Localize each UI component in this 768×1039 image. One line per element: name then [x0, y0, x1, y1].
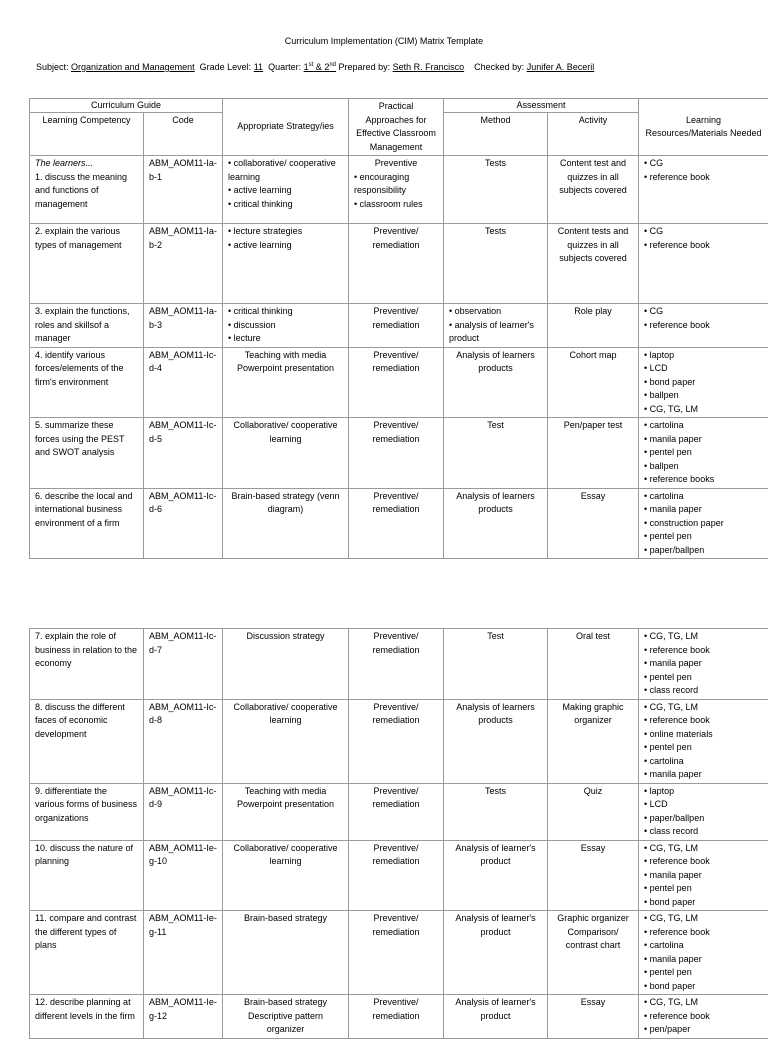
competency-text: 2. explain the various types of management [35, 225, 138, 252]
method-cell: Analysis of learners products [444, 347, 548, 418]
activity-cell: Making graphic organizer [548, 699, 639, 783]
strategy-cell: Brain-based strategy Descriptive pattern organizer [223, 995, 349, 1039]
list-item: • pen/paper [644, 1023, 763, 1037]
list-item: • classroom rules [354, 198, 438, 212]
method-cell: Tests [444, 156, 548, 224]
list-item: • bond paper [644, 896, 763, 910]
header-learning-competency: Learning Competency [30, 112, 144, 155]
prepared-value: Seth R. Francisco [393, 62, 465, 72]
list-item: • lecture strategies [228, 225, 343, 239]
list-item: • ballpen [644, 389, 763, 403]
practical-cell: Preventive/ remediation [349, 488, 444, 559]
checked-label: Checked by: [474, 62, 524, 72]
code-cell: ABM_AOM11-Ic-d-9 [144, 783, 223, 840]
activity-cell: Essay [548, 488, 639, 559]
competency-cell [30, 156, 144, 224]
table-row [30, 304, 768, 348]
quarter-label: Quarter: [268, 62, 301, 72]
list-item: • pentel pen [644, 966, 763, 980]
practical-cell: Preventive/ remediation [349, 699, 444, 783]
list-item: • laptop [644, 785, 763, 799]
list-item: • LCD [644, 798, 763, 812]
activity-cell: Quiz [548, 783, 639, 840]
list-item: • LCD [644, 362, 763, 376]
strategy-cell: Collaborative/ cooperative learning [223, 699, 349, 783]
list-item: • cartolina [644, 490, 763, 504]
practical-cell: Preventive • encouraging responsibility • classroom rules [349, 156, 444, 224]
list-item: • CG [644, 157, 763, 171]
list-item: • lecture [228, 332, 343, 346]
list-item: • observation [449, 305, 542, 319]
method-cell: Tests [444, 224, 548, 304]
practical-cell: Preventive/ remediation [349, 995, 444, 1039]
list-item: • collaborative/ cooperative learning [228, 157, 343, 184]
list-item: • pentel pen [644, 882, 763, 896]
list-item: • reference book [644, 239, 763, 253]
code-cell: ABM_AOM11-Ic-d-8 [144, 699, 223, 783]
resources-cell [639, 840, 768, 911]
competency-text: 8. discuss the different faces of economic development [35, 701, 138, 742]
list-item: • CG [644, 225, 763, 239]
competency-text: 5. summarize these forces using the PEST and SWOT analysis [35, 419, 138, 460]
resources-cell [639, 304, 768, 348]
header-strategy: Appropriate Strategy/ies [223, 99, 349, 156]
subject-line [36, 62, 594, 72]
code-cell: ABM_AOM11-Ia-b-2 [144, 224, 223, 304]
list-item: • analysis of learner's product [449, 319, 542, 346]
competency-cell [30, 224, 144, 304]
grade-value: 11 [254, 62, 263, 72]
method-cell: Analysis of learner's product [444, 911, 548, 995]
list-item: • active learning [228, 239, 343, 253]
practical-cell: Preventive/ remediation [349, 840, 444, 911]
list-item: • bond paper [644, 376, 763, 390]
resources-cell [639, 911, 768, 995]
competency-text: 1. discuss the meaning and functions of management [35, 171, 138, 212]
activity-cell: Essay [548, 995, 639, 1039]
list-item: • cartolina [644, 755, 763, 769]
resources-cell [639, 995, 768, 1039]
method-cell: Analysis of learner's product [444, 995, 548, 1039]
subject-value: Organization and Management [71, 62, 195, 72]
list-item: • construction paper [644, 517, 763, 531]
list-item: • online materials [644, 728, 763, 742]
list-item: • reference book [644, 855, 763, 869]
header-code: Code [144, 112, 223, 155]
subject-label: Subject: [36, 62, 69, 72]
list-item: • CG, TG, LM [644, 842, 763, 856]
table-row [30, 995, 768, 1039]
grade-label: Grade Level: [200, 62, 252, 72]
code-cell: ABM_AOM11-Ic-d-4 [144, 347, 223, 418]
list-item: • pentel pen [644, 446, 763, 460]
activity-cell: Role play [548, 304, 639, 348]
table-row [30, 488, 768, 559]
list-item: • manila paper [644, 869, 763, 883]
competency-cell [30, 995, 144, 1039]
list-item: • reference book [644, 319, 763, 333]
list-item: • reference book [644, 171, 763, 185]
list-item: • pentel pen [644, 671, 763, 685]
code-cell: ABM_AOM11-Ie-g-11 [144, 911, 223, 995]
header-activity: Activity [548, 112, 639, 155]
resources-cell [639, 418, 768, 489]
table-row [30, 911, 768, 995]
code-cell: ABM_AOM11-Ic-d-7 [144, 629, 223, 700]
list-item: • reference books [644, 473, 763, 487]
competency-text: 4. identify various forces/elements of the firm's environment [35, 349, 138, 390]
strategy-cell: Collaborative/ cooperative learning [223, 840, 349, 911]
list-item: • critical thinking [228, 198, 343, 212]
list-item: • paper/ballpen [644, 544, 763, 558]
list-item: • reference book [644, 644, 763, 658]
header-practical: Practical Approaches for Effective Classroom Management [349, 99, 444, 156]
competency-cell [30, 488, 144, 559]
activity-cell: Graphic organizer Comparison/ contrast chart [548, 911, 639, 995]
competency-text: 12. describe planning at different levels in the firm [35, 996, 138, 1023]
list-item: • class record [644, 684, 763, 698]
resources-cell [639, 629, 768, 700]
method-cell: Tests [444, 783, 548, 840]
method-cell: Analysis of learners products [444, 699, 548, 783]
table-row [30, 629, 768, 700]
list-item: • class record [644, 825, 763, 839]
document-title: Curriculum Implementation (CIM) Matrix Template [0, 36, 768, 46]
list-item: • CG, TG, LM [644, 912, 763, 926]
competency-cell [30, 629, 144, 700]
method-cell: Test [444, 629, 548, 700]
competency-text: 7. explain the role of business in relation to the economy [35, 630, 138, 671]
code-cell: ABM_AOM11-Ia-b-1 [144, 156, 223, 224]
code-cell: ABM_AOM11-Ic-d-6 [144, 488, 223, 559]
activity-cell: Oral test [548, 629, 639, 700]
list-item: • reference book [644, 1010, 763, 1024]
practical-cell: Preventive/ remediation [349, 911, 444, 995]
strategy-cell: Discussion strategy [223, 629, 349, 700]
list-item: • manila paper [644, 768, 763, 782]
activity-cell: Content tests and quizzes in all subjects covered [548, 224, 639, 304]
header-assessment: Assessment [444, 99, 639, 113]
practical-cell: Preventive/ remediation [349, 304, 444, 348]
list-item: • discussion [228, 319, 343, 333]
table-row [30, 418, 768, 489]
resources-cell [639, 224, 768, 304]
strategy-cell [223, 304, 349, 348]
list-item: • active learning [228, 184, 343, 198]
resources-cell [639, 783, 768, 840]
list-item: • CG, TG, LM [644, 403, 763, 417]
list-item: • paper/ballpen [644, 812, 763, 826]
method-cell: Analysis of learners products [444, 488, 548, 559]
competency-text: 6. describe the local and international business environment of a firm [35, 490, 138, 531]
code-cell: ABM_AOM11-Ia-b-3 [144, 304, 223, 348]
method-cell [444, 304, 548, 348]
resources-cell [639, 699, 768, 783]
practical-cell: Preventive/ remediation [349, 418, 444, 489]
list-item: • CG, TG, LM [644, 630, 763, 644]
list-item: • reference book [644, 714, 763, 728]
code-cell: ABM_AOM11-Ie-g-10 [144, 840, 223, 911]
code-cell: ABM_AOM11-Ic-d-5 [144, 418, 223, 489]
competency-cell [30, 699, 144, 783]
activity-cell: Content test and quizzes in all subjects covered [548, 156, 639, 224]
competency-cell [30, 911, 144, 995]
strategy-cell: Brain-based strategy [223, 911, 349, 995]
resources-cell [639, 156, 768, 224]
list-item: • encouraging responsibility [354, 171, 438, 198]
header-curriculum-guide: Curriculum Guide [30, 99, 223, 113]
activity-cell: Cohort map [548, 347, 639, 418]
table-row [30, 224, 768, 304]
strategy-cell: Teaching with media Powerpoint presentation [223, 347, 349, 418]
practical-cell: Preventive/ remediation [349, 224, 444, 304]
competency-text: 11. compare and contrast the different types of plans [35, 912, 138, 953]
list-item: • laptop [644, 349, 763, 363]
list-item: • CG, TG, LM [644, 996, 763, 1010]
list-item: • manila paper [644, 503, 763, 517]
competency-cell [30, 418, 144, 489]
header-method: Method [444, 112, 548, 155]
competency-cell [30, 783, 144, 840]
matrix-table-1 [29, 98, 768, 559]
list-item: • manila paper [644, 657, 763, 671]
list-item: • reference book [644, 926, 763, 940]
competency-text: 9. differentiate the various forms of business organizations [35, 785, 138, 826]
quarter-value: 1st & 2nd [304, 62, 336, 72]
list-item: • pentel pen [644, 530, 763, 544]
table-row [30, 699, 768, 783]
method-cell: Test [444, 418, 548, 489]
resources-cell [639, 488, 768, 559]
list-item: • critical thinking [228, 305, 343, 319]
header-resources: Learning Resources/Materials Needed [639, 99, 768, 156]
table-row [30, 347, 768, 418]
table-row [30, 840, 768, 911]
strategy-cell: Teaching with media Powerpoint presentation [223, 783, 349, 840]
list-item: • manila paper [644, 953, 763, 967]
competency-cell [30, 304, 144, 348]
strategy-cell: Collaborative/ cooperative learning [223, 418, 349, 489]
list-item: • CG, TG, LM [644, 701, 763, 715]
table-row [30, 156, 768, 224]
practical-cell: Preventive/ remediation [349, 347, 444, 418]
code-cell: ABM_AOM11-Ie-g-12 [144, 995, 223, 1039]
learners-lead: The learners... [35, 157, 138, 171]
practical-cell: Preventive/ remediation [349, 629, 444, 700]
resources-cell [639, 347, 768, 418]
strategy-cell [223, 224, 349, 304]
activity-cell: Essay [548, 840, 639, 911]
prepared-label: Prepared by: [339, 62, 391, 72]
competency-text: 3. explain the functions, roles and skillsof a manager [35, 305, 138, 346]
list-item: • bond paper [644, 980, 763, 994]
list-item: • pentel pen [644, 741, 763, 755]
checked-value: Junifer A. Beceril [527, 62, 595, 72]
list-item: • ballpen [644, 460, 763, 474]
competency-cell [30, 840, 144, 911]
list-item: • cartolina [644, 419, 763, 433]
list-item: • CG [644, 305, 763, 319]
list-item: • cartolina [644, 939, 763, 953]
competency-cell [30, 347, 144, 418]
practical-cell: Preventive/ remediation [349, 783, 444, 840]
strategy-cell [223, 156, 349, 224]
strategy-cell: Brain-based strategy (venn diagram) [223, 488, 349, 559]
method-cell: Analysis of learner's product [444, 840, 548, 911]
matrix-table-2 [29, 628, 768, 1039]
activity-cell: Pen/paper test [548, 418, 639, 489]
list-item: • manila paper [644, 433, 763, 447]
competency-text: 10. discuss the nature of planning [35, 842, 138, 869]
table-row [30, 783, 768, 840]
